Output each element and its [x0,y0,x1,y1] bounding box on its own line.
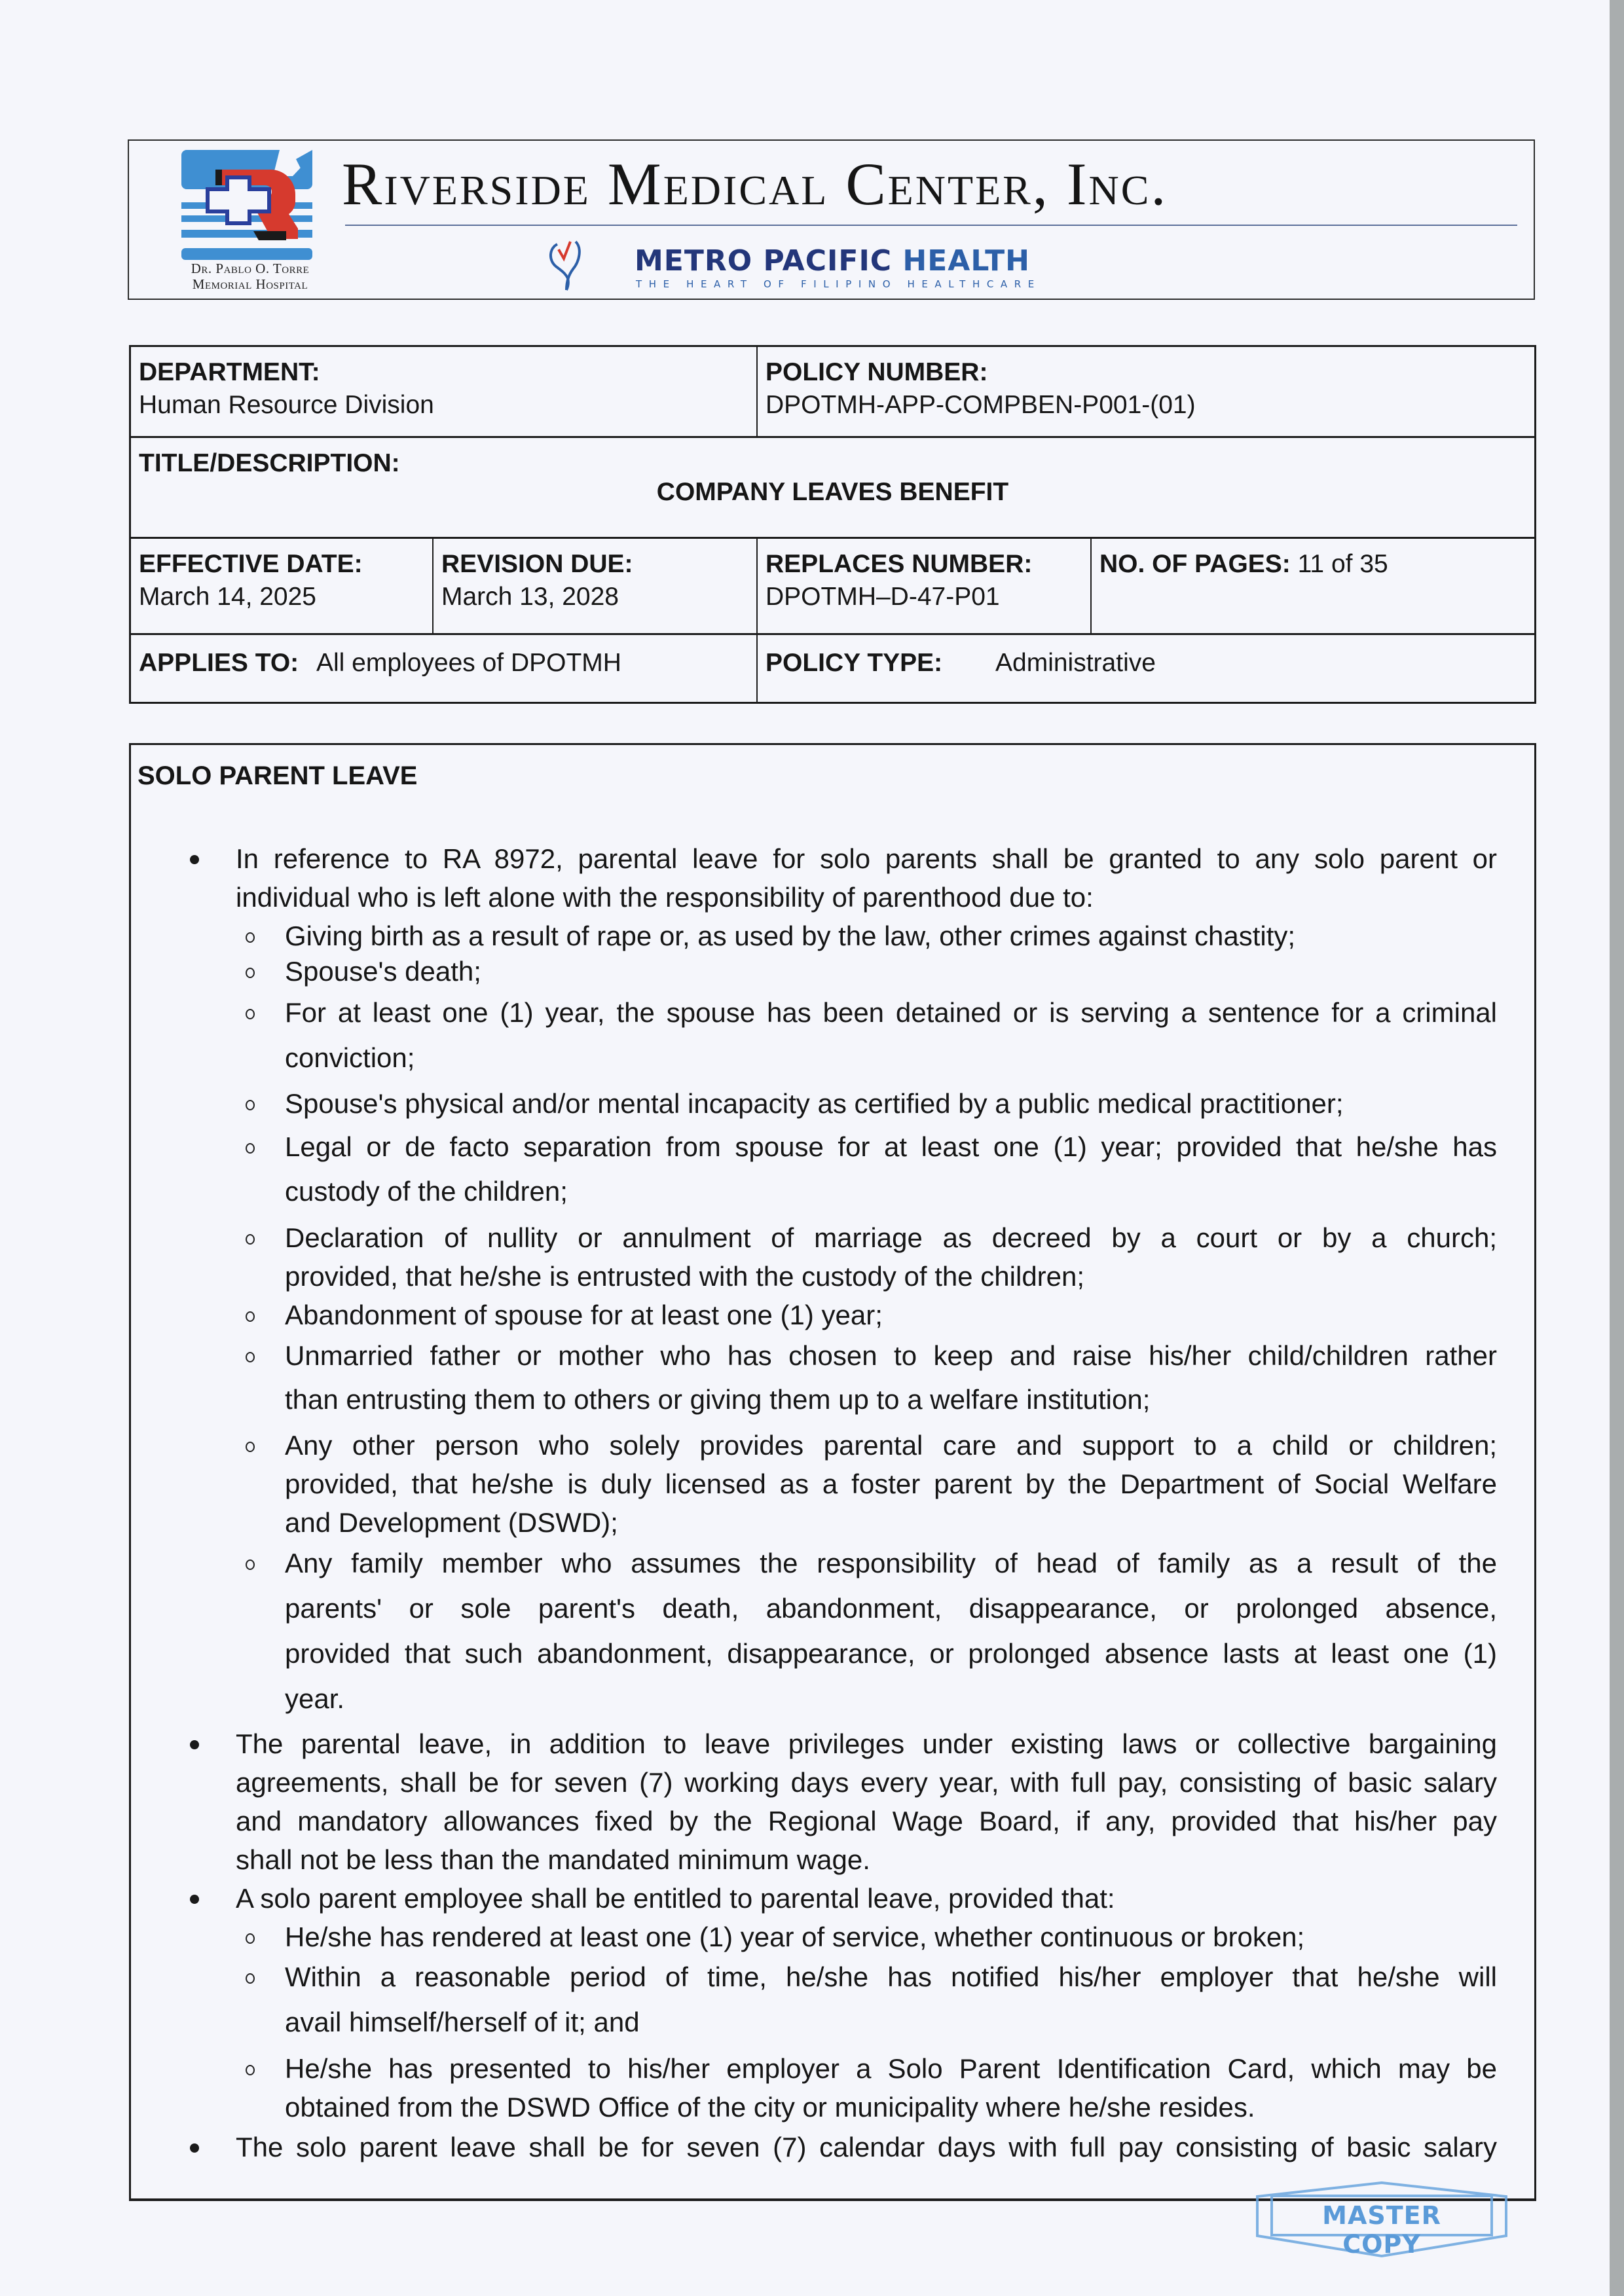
sub-bullet-item: Any other person who solely provides parental care and support to a child or children; [285,1430,1497,1461]
sub-bullet-icon [246,1100,255,1110]
sub-bullet-icon [246,1559,255,1570]
title-label: TITLE/DESCRIPTION: [139,449,400,477]
effective-date-cell [131,539,432,633]
list-item-continuation: and Development (DSWD); [285,1507,618,1538]
sub-bullet-icon [246,2065,255,2075]
column-divider [756,347,758,436]
sub-bullet-item: Legal or de facto separation from spouse for at least one (1) year; provided that he/she has [285,1131,1497,1162]
list-item-continuation: agreements, shall be for seven (7) working days every year, with full pay, consisting of basic salary [236,1767,1497,1798]
sub-bullet-item: Any family member who assumes the responsibility of head of family as a result of the [285,1548,1497,1578]
list-item-continuation: parents' or sole parent's death, abandonment, disappearance, or prolonged absence, [285,1593,1497,1624]
list-item-continuation: avail himself/herself of it; and [285,2007,640,2037]
hospital-logo-icon [181,150,319,261]
list-item-continuation: shall not be less than the mandated minimum wage. [236,1844,870,1875]
sub-bullet-icon [246,1311,255,1322]
scanner-edge [1610,0,1624,2296]
hospital-name: Dr. Pablo O. Torre Memorial Hospital [191,261,310,292]
pages-value: 11 of 35 [1297,550,1388,578]
applies-to-label: APPLIES TO: [139,649,299,677]
replaces-number-cell [758,539,1090,633]
revision-due-label: REVISION DUE: [441,550,633,578]
replaces-number-label: REPLACES NUMBER: [766,550,1033,578]
pages-label: NO. OF PAGES: [1099,550,1291,578]
list-item-continuation: than entrusting them to others or giving them up to a welfare institution; [285,1384,1151,1415]
policy-content-box [129,743,1536,2201]
sub-bullet-item: Abandonment of spouse for at least one (1) year; [285,1300,883,1330]
bullet-item: The solo parent leave shall be for seven (7) calendar days with full pay consisting of basic salary [236,2132,1497,2162]
sub-bullet-item: Spouse's death; [285,956,481,987]
sub-bullet-item: Giving birth as a result of rape or, as used by the law, other crimes against chastity; [285,920,1296,951]
department-value: Human Resource Division [139,391,434,419]
list-item-continuation: obtained from the DSWD Office of the city or municipality where he/she resides. [285,2092,1255,2123]
list-item-continuation: provided that such abandonment, disappearance, or prolonged absence lasts at least one (1) [285,1638,1497,1669]
master-copy-stamp-text: MASTER COPY [1322,2201,1441,2259]
partner-tagline: THE HEART OF FILIPINO HEALTHCARE [636,278,1041,290]
policy-type-value: Administrative [995,649,1156,677]
sub-bullet-icon [246,968,255,978]
revision-due-cell [434,539,756,633]
sub-bullet-icon [246,1143,255,1154]
list-item-continuation: individual who is left alone with the responsibility of parenthood due to: [236,882,1094,913]
heart-logo-icon [548,238,582,291]
policy-title: COMPANY LEAVES BENEFIT [656,478,1009,506]
list-item-continuation: custody of the children; [285,1176,568,1207]
department-cell [131,347,756,436]
sub-bullet-item: Within a reasonable period of time, he/she has notified his/her employer that he/she will [285,1961,1497,1992]
sub-bullet-item: He/she has rendered at least one (1) year of service, whether continuous or broken; [285,1922,1305,1952]
sub-bullet-icon [246,1234,255,1245]
sub-bullet-icon [246,1009,255,1019]
policy-number-cell [758,347,1534,436]
pages-cell [1092,539,1534,633]
list-item-continuation: year. [285,1683,345,1714]
list-item-continuation: provided, that he/she is duly licensed as a foster parent by the Department of Social Welfare [285,1468,1497,1499]
bullet-item: The parental leave, in addition to leave privileges under existing laws or collective bargaining [236,1728,1497,1759]
header-divider [345,225,1517,226]
sub-bullet-item: Spouse's physical and/or mental incapacity as certified by a public medical practitioner; [285,1088,1344,1119]
organization-name: Riverside Medical Center, Inc. [342,151,1168,217]
bullet-item: A solo parent employee shall be entitled to parental leave, provided that: [236,1883,1115,1914]
effective-date-label: EFFECTIVE DATE: [139,550,363,578]
department-label: DEPARTMENT: [139,358,320,386]
replaces-number-value: DPOTMH–D-47-P01 [766,583,1000,611]
sub-bullet-item: He/she has presented to his/her employer a Solo Parent Identification Card, which may be [285,2053,1497,2084]
policy-number-value: DPOTMH-APP-COMPBEN-P001-(01) [766,391,1196,419]
bullet-icon [190,855,199,864]
bullet-icon [190,1740,199,1749]
partner-name: METRO PACIFIC HEALTH [635,244,1030,278]
sub-bullet-icon [246,932,255,943]
letterhead [128,139,1535,300]
sub-bullet-item: Declaration of nullity or annulment of marriage as decreed by a court or by a church; [285,1222,1497,1253]
list-item-continuation: and mandatory allowances fixed by the Regional Wage Board, if any, provided that his/her pay [236,1806,1497,1836]
sub-bullet-icon [246,1973,255,1984]
policy-type-cell [758,635,1534,702]
applies-to-value: All employees of DPOTMH [316,649,621,677]
sub-bullet-icon [246,1933,255,1944]
sub-bullet-item: Unmarried father or mother who has chosen to keep and raise his/her child/children rather [285,1340,1497,1371]
bullet-item: In reference to RA 8972, parental leave for solo parents shall be granted to any solo parent or [236,843,1497,874]
effective-date-value: March 14, 2025 [139,583,317,611]
bullet-icon [190,1895,199,1904]
revision-due-value: March 13, 2028 [441,583,619,611]
sub-bullet-item: For at least one (1) year, the spouse has been detained or is serving a sentence for a criminal [285,997,1497,1028]
list-item-continuation: conviction; [285,1042,415,1073]
list-item-continuation: provided, that he/she is entrusted with the custody of the children; [285,1261,1085,1292]
sub-bullet-icon [246,1442,255,1452]
section-title: SOLO PARENT LEAVE [138,761,418,790]
applies-to-cell [131,635,756,702]
bullet-icon [190,2143,199,2153]
policy-info-table [129,345,1536,704]
policy-number-label: POLICY NUMBER: [766,358,988,386]
sub-bullet-icon [246,1352,255,1362]
policy-type-label: POLICY TYPE: [766,649,943,677]
